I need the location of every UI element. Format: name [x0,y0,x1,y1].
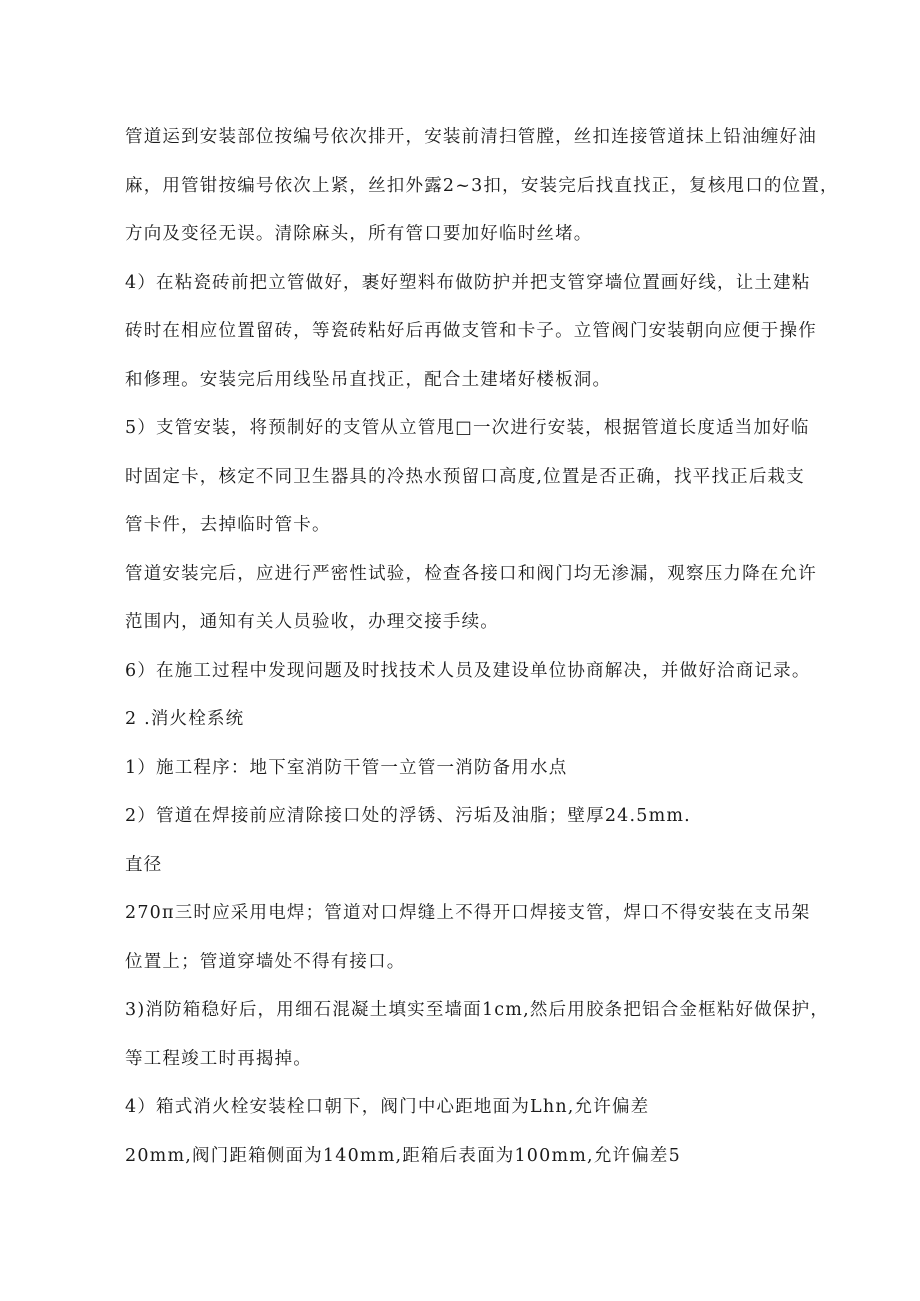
text-line: 麻，用管钳按编号依次上紧，丝扣外露2~3扣，安装完后找直找正，复核甩口的位置， [125,175,839,196]
text-line: 管卡件，去掉临时管卡。 [125,515,331,535]
paragraph-diameter [125,841,870,890]
text-line: 范围内，通知有关人员验收，办理交接手续。 [125,612,499,632]
text-line: 位置上；管道穿墙处不得有接口。 [125,951,406,972]
text-line: 和修理。安装完后用线坠吊直找正，配合土建堵好楼板洞。 [125,369,612,390]
text-line: 6）在施工过程中发现问题及时找技术人员及建设单位协商解决，并做好洽商记录。 [125,660,811,681]
text-line: 2 .消火栓系统 [125,709,245,729]
paragraph-step-4-riser [125,259,870,405]
paragraph-hydrant-step-3 [125,986,870,1083]
text-line: 1）施工程序：地下室消防干管一立管一消防备用水点 [125,757,568,778]
text-line: 270π三时应采用电焊；管道对口焊缝上不得开口焊接支管，焊口不得安装在支吊架 [125,903,811,923]
paragraph-pipe-installation [125,113,870,259]
text-line: 砖时在相应位置留砖，等瓷砖粘好后再做支管和卡子。立管阀门安装朝向应便于操作 [125,321,817,341]
text-line: 方向及变径无误。清除麻头，所有管口要加好临时丝堵。 [125,224,593,244]
text-line: 5）支管安装，将预制好的支管从立管甩□一次进行安装，根据管道长度适当加好临 [125,418,810,438]
paragraph-step-5-branch [125,404,870,550]
text-line: 管道运到安装部位按编号依次排开，安装前清扫管膛，丝扣连接管道抹上铅油缠好油 [125,127,817,147]
text-line: 2）管道在焊接前应清除接口处的浮锈、污垢及油脂；壁厚24.5mm. [125,806,691,826]
text-line: 直径 [125,854,163,875]
text-line: 等工程竣工时再揭掉。 [125,1048,312,1069]
paragraph-step-6-coordination [125,647,870,696]
text-line: 4）箱式消火栓安装栓口朝下，阀门中心距地面为Lhn,允许偏差 [125,1097,650,1117]
paragraph-hydrant-step-4 [125,1083,870,1132]
paragraph-welding [125,889,870,986]
text-line: 管道安装完后，应进行严密性试验，检查各接口和阀门均无渗漏，观察压力降在允许 [125,563,817,584]
text-line: 4）在粘瓷砖前把立管做好，裹好塑料布做防护并把支管穿墙位置画好线，让土建粘 [125,272,811,293]
text-line: 20mm,阀门距箱侧面为140mm,距箱后表面为100mm,允许偏差5 [125,1145,681,1166]
document-body [125,113,870,1180]
paragraph-hydrant-step-2 [125,792,870,841]
text-line: 3)消防箱稳好后，用细石混凝土填实至墙面1cm,然后用胶条把铝合金框粘好做保护， [125,1000,830,1020]
paragraph-hydrant-step-1 [125,744,870,793]
section-heading-hydrant-system [125,695,870,744]
text-line: 时固定卡，核定不同卫生器具的冷热水预留口高度,位置是否正确，找平找正后栽支 [125,466,805,487]
paragraph-tightness-test [125,550,870,647]
paragraph-tolerance [125,1132,870,1181]
